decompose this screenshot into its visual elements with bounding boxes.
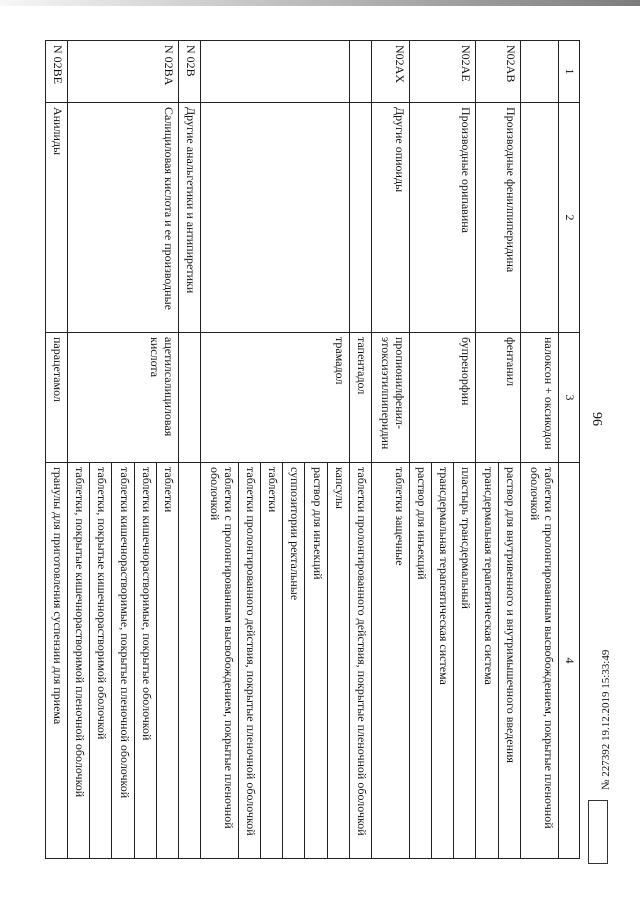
atc-code-cell: N 02B	[178, 41, 200, 103]
dosage-form-cell: раствор для инъекций	[410, 463, 432, 859]
drug-name-cell	[178, 333, 200, 463]
table-body	[46, 41, 559, 859]
drug-name-cell: фентанил	[476, 333, 520, 463]
group-name-cell: Другие анальгетики и антипиретики	[178, 103, 200, 333]
table-row	[46, 41, 68, 859]
dosage-form-cell: таблетки, покрытые кишечнорастворимой пленочной оболочкой	[68, 463, 90, 859]
table-row	[178, 41, 200, 859]
drug-name-cell: парацетамол	[46, 333, 68, 463]
group-name-cell: Другие опиоиды	[371, 103, 409, 333]
drug-name-cell: пропионилфенил-этоксиэтилпиперидин	[371, 333, 409, 463]
table-header-row	[559, 41, 580, 859]
atc-code-cell: N02AX	[371, 41, 409, 103]
dosage-form-cell: раствор для внутривенного и внутримышечного введения	[498, 463, 520, 859]
dosage-form-cell: раствор для инъекций	[305, 463, 327, 859]
group-name-cell: Производные орипавина	[410, 103, 476, 333]
table-row	[156, 41, 178, 859]
drug-name-cell: тапентадол	[349, 333, 371, 463]
dosage-form-cell: таблетки кишечнорастворимые, покрытые пленочной оболочкой	[112, 463, 134, 859]
group-name-cell	[349, 103, 371, 333]
atc-code-cell: N 02BE	[46, 41, 68, 103]
group-name-cell: Производные фенилпиперидина	[476, 103, 520, 333]
document-footer: № 227392 19.12.2019 15:33:49	[600, 649, 612, 790]
page-number: 96	[589, 412, 604, 426]
dosage-form-cell: таблетки	[261, 463, 283, 859]
dosage-form-cell: таблетки защечные	[371, 463, 409, 859]
scan-edge	[0, 0, 640, 6]
dosage-form-cell: таблетки с пролонгированным высвобождением, покрытые пленочной оболочкой	[200, 463, 238, 859]
drug-name-cell: налоксон + оксикодон	[520, 333, 558, 463]
table-row	[349, 41, 371, 859]
atc-code-cell	[200, 41, 349, 103]
table-row	[371, 41, 409, 859]
drug-name-cell: бупренорфин	[410, 333, 476, 463]
drug-name-cell: ацетилсалициловая кислота	[68, 333, 178, 463]
header-cell: 3	[559, 333, 580, 463]
table-row	[520, 41, 558, 859]
atc-code-cell: N02AB	[476, 41, 520, 103]
group-name-cell	[520, 103, 558, 333]
dosage-form-cell: таблетки с пролонгированным высвобождением, покрытые пленочной оболочкой	[520, 463, 558, 859]
atc-code-cell: N 02BA	[68, 41, 178, 103]
table-row	[327, 41, 349, 859]
dosage-form-cell: таблетки кишечнорастворимые, покрытые оболочкой	[134, 463, 156, 859]
stamp-logo	[588, 800, 608, 864]
dosage-form-cell	[178, 463, 200, 859]
dosage-form-cell: гранулы для приготовления суспензии для приема	[46, 463, 68, 859]
group-name-cell: Анилиды	[46, 103, 68, 333]
group-name-cell: Салициловая кислота и ее производные	[68, 103, 178, 333]
atc-code-cell: N02AE	[410, 41, 476, 103]
drug-name-cell: трамадол	[200, 333, 349, 463]
dosage-form-cell: таблетки пролонгированного действия, покрытые пленочной оболочкой	[239, 463, 261, 859]
table-row	[454, 41, 476, 859]
dosage-form-cell: таблетки	[156, 463, 178, 859]
dosage-form-cell: трансдермальная терапевтическая система	[432, 463, 454, 859]
header-cell: 1	[559, 41, 580, 103]
drug-table	[45, 40, 580, 859]
dosage-form-cell: суппозитории ректальные	[283, 463, 305, 859]
dosage-form-cell: таблетки, покрытые кишечнорастворимой оболочкой	[90, 463, 112, 859]
rotated-table-wrapper	[45, 40, 580, 858]
header-cell: 2	[559, 103, 580, 333]
atc-code-cell	[349, 41, 371, 103]
dosage-form-cell: трансдермальная терапевтическая система	[476, 463, 498, 859]
dosage-form-cell: капсулы	[327, 463, 349, 859]
dosage-form-cell: таблетки пролонгированного действия, покрытые пленочной оболочкой	[349, 463, 371, 859]
group-name-cell	[200, 103, 349, 333]
atc-code-cell	[520, 41, 558, 103]
table-row	[498, 41, 520, 859]
header-cell: 4	[559, 463, 580, 859]
dosage-form-cell: пластырь трансдермальный	[454, 463, 476, 859]
